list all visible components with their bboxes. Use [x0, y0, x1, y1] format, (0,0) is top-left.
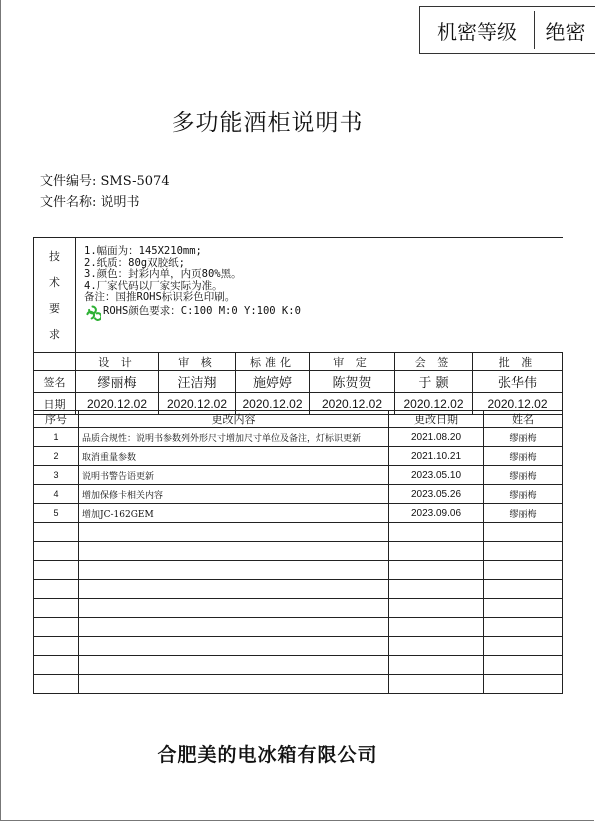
- table-row: [34, 428, 563, 447]
- change-author: [484, 618, 563, 637]
- sign-date: 2020.12.02: [159, 393, 236, 415]
- signer-name: 于 颢: [395, 371, 473, 393]
- change-date: [389, 580, 484, 599]
- change-record-table: [33, 410, 563, 694]
- change-date: [389, 637, 484, 656]
- signer-name: 汪洁翔: [159, 371, 236, 393]
- change-no: [34, 580, 79, 599]
- change-date: [389, 542, 484, 561]
- table-row: [34, 637, 563, 656]
- change-content: [79, 599, 389, 618]
- change-author: [484, 542, 563, 561]
- change-author: [484, 580, 563, 599]
- side-char: 技: [49, 250, 60, 263]
- change-no: 2: [34, 447, 79, 466]
- spec-signoff-table: [33, 237, 563, 415]
- file-name: 文件名称: 说明书: [40, 195, 140, 210]
- table-row: [34, 466, 563, 485]
- sign-date: 2020.12.02: [310, 393, 395, 415]
- recycle-icon: [84, 304, 101, 321]
- change-content: [79, 523, 389, 542]
- signer-name: 缪丽梅: [76, 371, 159, 393]
- change-content: 说明书警告语更新: [79, 466, 389, 485]
- header-date: 更改日期: [389, 411, 484, 428]
- change-no: [34, 637, 79, 656]
- change-no: [34, 618, 79, 637]
- change-content: [79, 637, 389, 656]
- change-author: [484, 675, 563, 694]
- signer-name: 施婷婷: [236, 371, 310, 393]
- rohs-line: [84, 304, 559, 321]
- change-no: [34, 675, 79, 694]
- secrecy-label: 机密等级: [437, 19, 517, 44]
- table-row: [34, 618, 563, 637]
- role-countersign: 会 签: [395, 353, 473, 371]
- change-content: 品质合规性：说明书参数列外形尺寸增加尺寸单位及备注，灯标识更新: [79, 428, 389, 447]
- secrecy-box: [419, 6, 595, 54]
- change-no: [34, 599, 79, 618]
- spec-requirements: [76, 238, 563, 353]
- change-header-row: [34, 411, 563, 428]
- change-content: [79, 656, 389, 675]
- spec-line: 1.幅面为：145X210mm;: [84, 245, 202, 257]
- table-row: [34, 675, 563, 694]
- change-date: 2023.09.06: [389, 504, 484, 523]
- side-char: 要: [49, 302, 60, 315]
- change-content: 增加JC-162GEM: [79, 504, 389, 523]
- role-verify: 审 定: [310, 353, 395, 371]
- spec-side-label: [34, 238, 76, 353]
- change-content: [79, 561, 389, 580]
- change-content: 取消重量参数: [79, 447, 389, 466]
- header-name: 姓名: [484, 411, 563, 428]
- change-author: [484, 656, 563, 675]
- role-design: 设 计: [76, 353, 159, 371]
- change-date: [389, 523, 484, 542]
- change-author: [484, 561, 563, 580]
- header-content: 更改内容: [79, 411, 389, 428]
- change-no: [34, 523, 79, 542]
- change-no: [34, 656, 79, 675]
- change-date: [389, 675, 484, 694]
- signoff-role-row: [34, 353, 563, 371]
- table-row: [34, 447, 563, 466]
- document-title: 多功能酒柜说明书: [171, 110, 364, 136]
- role-cell-empty: [34, 353, 76, 371]
- change-date: [389, 599, 484, 618]
- sign-date: 2020.12.02: [236, 393, 310, 415]
- table-row: [34, 561, 563, 580]
- change-no: [34, 561, 79, 580]
- role-approve: 批 准: [473, 353, 563, 371]
- change-author: 缪丽梅: [484, 447, 563, 466]
- table-row: [34, 504, 563, 523]
- spec-line: 3.颜色：封彩内单，内页80%黑。: [84, 268, 242, 280]
- change-author: [484, 523, 563, 542]
- change-author: [484, 599, 563, 618]
- change-date: 2023.05.26: [389, 485, 484, 504]
- change-date: [389, 618, 484, 637]
- table-row: [34, 485, 563, 504]
- change-date: 2023.05.10: [389, 466, 484, 485]
- spec-line: 备注：国推ROHS标识彩色印刷。: [84, 291, 236, 303]
- change-author: 缪丽梅: [484, 466, 563, 485]
- change-date: [389, 561, 484, 580]
- change-author: 缪丽梅: [484, 485, 563, 504]
- table-row: [34, 523, 563, 542]
- sign-label: 签名: [34, 371, 76, 393]
- side-char: 求: [49, 328, 60, 341]
- change-date: [389, 656, 484, 675]
- company-name: 合肥美的电冰箱有限公司: [157, 744, 378, 766]
- change-content: [79, 618, 389, 637]
- signoff-name-row: [34, 371, 563, 393]
- signer-name: 陈贺贺: [310, 371, 395, 393]
- file-number: 文件编号: SMS-5074: [40, 174, 170, 189]
- change-author: [484, 637, 563, 656]
- table-row: [34, 656, 563, 675]
- change-content: [79, 542, 389, 561]
- change-date: 2021.10.21: [389, 447, 484, 466]
- change-no: 1: [34, 428, 79, 447]
- change-no: 4: [34, 485, 79, 504]
- table-row: [34, 542, 563, 561]
- change-content: 增加保修卡相关内容: [79, 485, 389, 504]
- sign-date: 2020.12.02: [76, 393, 159, 415]
- change-content: [79, 580, 389, 599]
- role-review: 审 核: [159, 353, 236, 371]
- change-date: 2021.08.20: [389, 428, 484, 447]
- signer-name: 张华伟: [473, 371, 563, 393]
- role-standardization: 标准化: [236, 353, 310, 371]
- change-content: [79, 675, 389, 694]
- change-author: 缪丽梅: [484, 504, 563, 523]
- spec-line: 2.纸质：80g双胶纸;: [84, 256, 185, 269]
- sign-date: 2020.12.02: [395, 393, 473, 415]
- change-no: 3: [34, 466, 79, 485]
- header-no: 序号: [34, 411, 79, 428]
- change-author: 缪丽梅: [484, 428, 563, 447]
- secrecy-value: 绝密: [545, 19, 586, 44]
- rohs-text: ROHS颜色要求：C:100 M:0 Y:100 K:0: [103, 305, 301, 318]
- table-row: [34, 599, 563, 618]
- side-char: 术: [49, 276, 60, 289]
- change-no: 5: [34, 504, 79, 523]
- date-label: 日期: [34, 393, 76, 415]
- change-no: [34, 542, 79, 561]
- sign-date: 2020.12.02: [473, 393, 563, 415]
- spec-line: 4.厂家代码以厂家实际为准。: [84, 279, 223, 292]
- table-row: [34, 580, 563, 599]
